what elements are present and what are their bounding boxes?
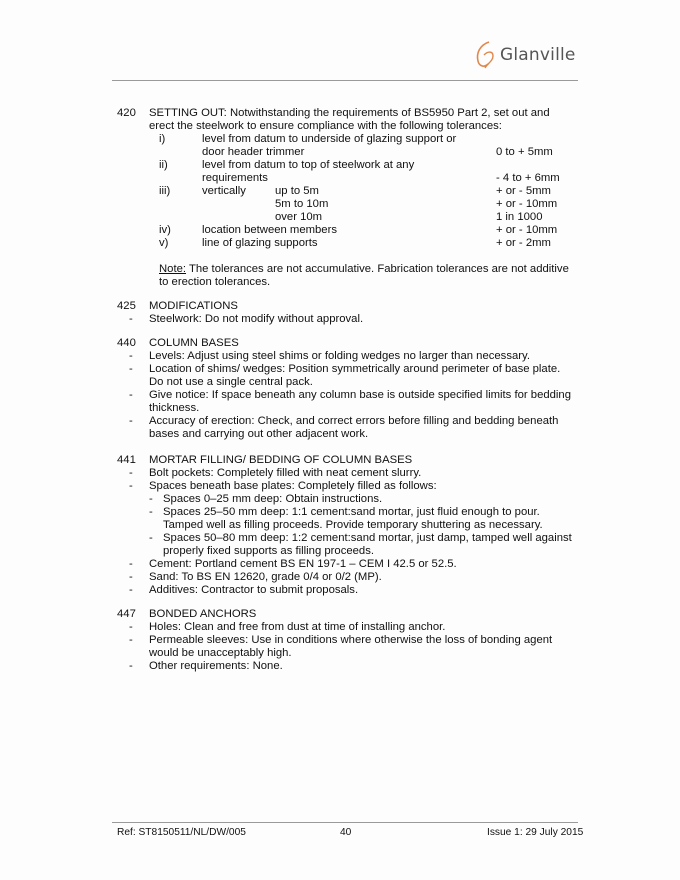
list-item-text: Bolt pockets: Completely filled with neat cement slurry. (149, 467, 422, 479)
tolerance-value: - 4 to + 6mm (496, 172, 560, 184)
clause-text: erect the steelwork to ensure compliance with the following tolerances: (149, 120, 502, 132)
tolerance-description: line of glazing supports (202, 237, 318, 249)
list-item-text: Holes: Clean and free from dust at time of installing anchor. (149, 621, 446, 633)
footer-reference: Ref: ST8150511/NL/DW/005 (117, 827, 246, 838)
bullet-dash: - (149, 506, 153, 518)
bullet-dash: - (129, 584, 133, 596)
list-item-text: Permeable sleeves: Use in conditions where otherwise the loss of bonding agent (149, 634, 553, 646)
header-rule (112, 80, 578, 81)
bullet-dash: - (129, 621, 133, 633)
tolerance-value: + or - 2mm (496, 237, 551, 249)
tolerance-label: ii) (159, 159, 168, 171)
bullet-dash: - (129, 558, 133, 570)
note-text: The tolerances are not accumulative. Fabrication tolerances are not additive (186, 263, 569, 275)
list-item-text: thickness. (149, 402, 200, 414)
tolerance-value: 1 in 1000 (496, 211, 543, 223)
tolerance-description: level from datum to underside of glazing support or (202, 133, 457, 145)
list-item-text: Levels: Adjust using steel shims or folding wedges no larger than necessary. (149, 350, 530, 362)
page-number: 40 (340, 827, 352, 838)
clause-heading: SETTING OUT: Notwithstanding the requirements of BS5950 Part 2, set out and (149, 107, 550, 119)
bullet-dash: - (129, 480, 133, 492)
sub-list-item-text: Spaces 50–80 mm deep: 1:2 cement:sand mortar, just damp, tamped well against (163, 532, 572, 544)
clause-heading: MODIFICATIONS (149, 300, 238, 312)
bullet-dash: - (129, 660, 133, 672)
sub-list-item-text: Spaces 25–50 mm deep: 1:1 cement:sand mortar, just fluid enough to pour. (163, 506, 540, 518)
glanville-logo (472, 38, 576, 72)
tolerance-value: + or - 10mm (496, 224, 558, 236)
list-item-text: Steelwork: Do not modify without approval. (149, 313, 364, 325)
tolerance-description: vertically (202, 185, 246, 197)
logo-text: Glanville (500, 44, 576, 65)
clause-number: 447 (117, 608, 136, 620)
clause-number: 425 (117, 300, 136, 312)
tolerance-range: up to 5m (275, 185, 319, 197)
tolerance-description: location between members (202, 224, 338, 236)
bullet-dash: - (149, 493, 153, 505)
bullet-dash: - (129, 467, 133, 479)
tolerance-label: iii) (159, 185, 171, 197)
note-label: Note: (159, 263, 187, 275)
clause-number: 441 (117, 454, 136, 466)
bullet-dash: - (129, 389, 133, 401)
tolerance-label: v) (159, 237, 169, 249)
clause-heading: BONDED ANCHORS (149, 608, 257, 620)
bullet-dash: - (129, 363, 133, 375)
tolerance-description: level from datum to top of steelwork at any (202, 159, 415, 171)
tolerance-value: + or - 5mm (496, 185, 551, 197)
tolerance-value: 0 to + 5mm (496, 146, 553, 158)
tolerance-description: requirements (202, 172, 268, 184)
tolerance-label: iv) (159, 224, 171, 236)
clause-heading: MORTAR FILLING/ BEDDING OF COLUMN BASES (149, 454, 413, 466)
list-item-text: Sand: To BS EN 12620, grade 0/4 or 0/2 (MP). (149, 571, 382, 583)
tolerance-label: i) (159, 133, 166, 145)
bullet-dash: - (149, 532, 153, 544)
bullet-dash: - (129, 571, 133, 583)
footer-rule (112, 822, 578, 823)
bullet-dash: - (129, 313, 133, 325)
clause-number: 420 (117, 107, 136, 119)
list-item-text: Spaces beneath base plates: Completely filled as follows: (149, 480, 437, 492)
tolerance-range: over 10m (275, 211, 323, 223)
bullet-dash: - (129, 415, 133, 427)
list-item-text: bases and carrying out other adjacent work. (149, 428, 369, 440)
sub-list-item-text: Tamped well as filling proceeds. Provide temporary shuttering as necessary. (163, 519, 543, 531)
issue-date: Issue 1: 29 July 2015 (487, 827, 584, 838)
tolerance-description: door header trimmer (202, 146, 305, 158)
sub-list-item-text: Spaces 0–25 mm deep: Obtain instructions. (163, 493, 383, 505)
clause-heading: COLUMN BASES (149, 337, 239, 349)
sub-list-item-text: properly fixed supports as filling proceeds. (163, 545, 374, 557)
list-item-text: would be unacceptably high. (149, 647, 292, 659)
list-item-text: Cement: Portland cement BS EN 197-1 – CEM I 42.5 or 52.5. (149, 558, 457, 570)
bullet-dash: - (129, 350, 133, 362)
tolerance-value: + or - 10mm (496, 198, 558, 210)
clause-number: 440 (117, 337, 136, 349)
note-text: to erection tolerances. (159, 276, 271, 288)
list-item-text: Accuracy of erection: Check, and correct errors before filling and bedding beneath (149, 415, 559, 427)
list-item-text: Additives: Contractor to submit proposals. (149, 584, 359, 596)
list-item-text: Do not use a single central pack. (149, 376, 313, 388)
list-item-text: Location of shims/ wedges: Position symmetrically around perimeter of base plate. (149, 363, 561, 375)
list-item-text: Give notice: If space beneath any column base is outside specified limits for bedding (149, 389, 571, 401)
tolerance-range: 5m to 10m (275, 198, 329, 210)
glanville-swirl-icon (472, 39, 498, 71)
list-item-text: Other requirements: None. (149, 660, 283, 672)
bullet-dash: - (129, 634, 133, 646)
